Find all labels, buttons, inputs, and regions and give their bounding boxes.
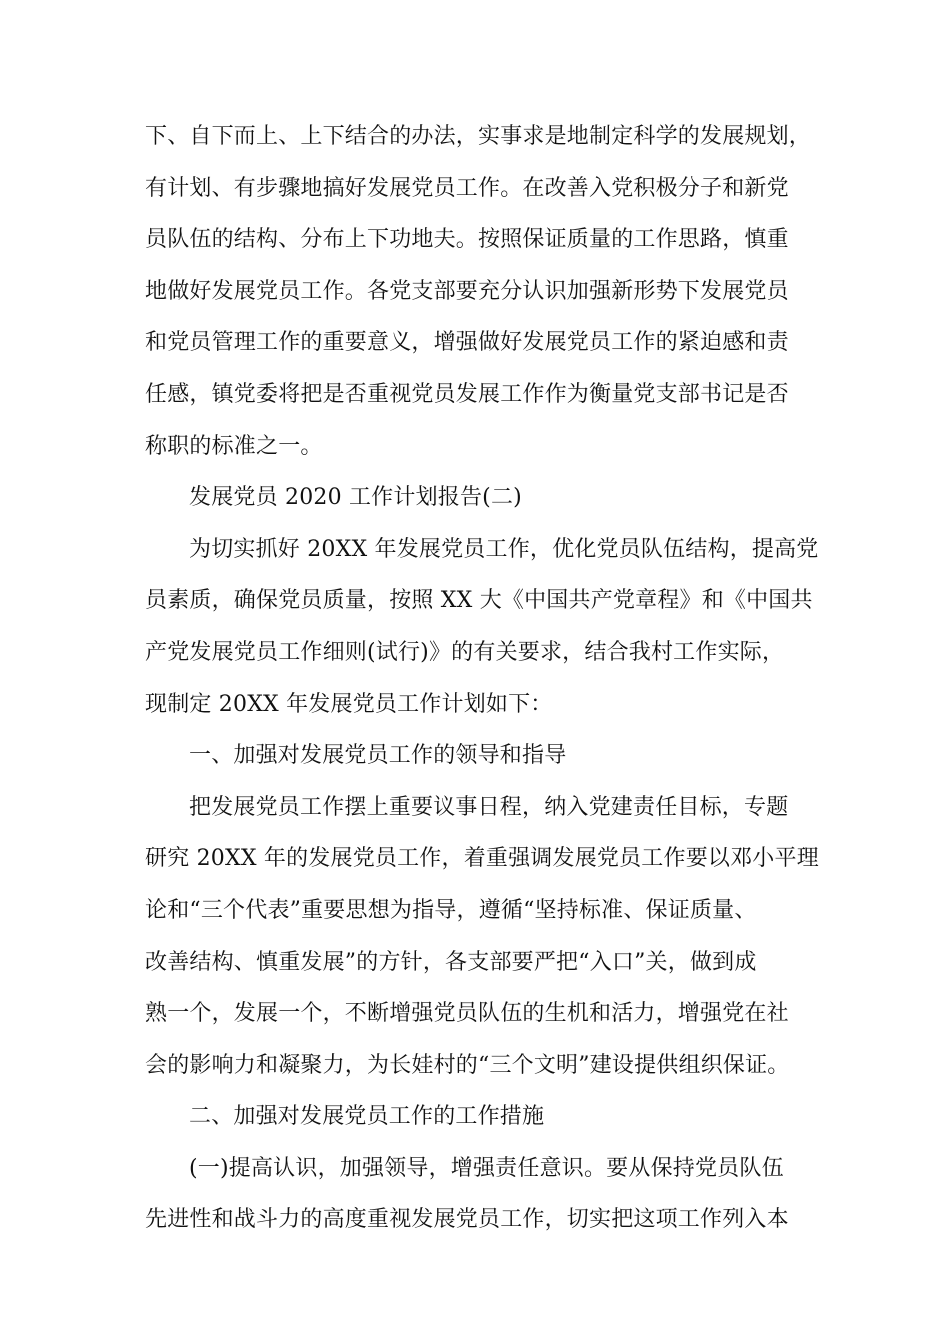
text-line: 任感，镇党委将把是否重视党员发展工作作为衡量党支部书记是否 — [145, 381, 789, 407]
text-line: 下、自下而上、上下结合的办法，实事求是地制定科学的发展规划， — [145, 124, 812, 149]
text-line: 员素质，确保党员质量，按照 XX 大《中国共产党章程》和《中国共 — [145, 588, 813, 614]
text-line: 熟一个，发展一个，不断增强党员队伍的生机和活力，增强党在社 — [145, 1001, 789, 1027]
text-line: 先进性和战斗力的高度重视发展党员工作，切实把这项工作列入本 — [145, 1207, 789, 1233]
text-line: 会的影响力和凝聚力，为长娃村的“三个文明”建设提供组织保证。 — [145, 1052, 790, 1078]
text-line: 产党发展党员工作细则(试行)》的有关要求，结合我村工作实际， — [145, 639, 785, 665]
text-line: 为切实抓好 20XX 年发展党员工作，优化党员队伍结构，提高党 — [189, 536, 819, 562]
text-line: 论和“三个代表”重要思想为指导，遵循“坚持标准、保证质量、 — [145, 897, 757, 923]
text-line: 把发展党员工作摆上重要议事日程，纳入党建责任目标，专题 — [189, 794, 789, 820]
text-line: 和党员管理工作的重要意义，增强做好发展党员工作的紧迫感和责 — [145, 330, 789, 356]
document-body — [145, 116, 820, 1251]
text-line: 称职的标准之一。 — [145, 433, 323, 459]
text-line: 改善结构、慎重发展”的方针，各支部要严把“入口”关，做到成 — [145, 949, 757, 975]
text-line: 发展党员 2020 工作计划报告(二) — [189, 485, 522, 511]
text-line: 有计划、有步骤地搞好发展党员工作。在改善入党积极分子和新党 — [145, 175, 789, 201]
text-line: 研究 20XX 年的发展党员工作，着重强调发展党员工作要以邓小平理 — [145, 846, 819, 872]
text-line: 地做好发展党员工作。各党支部要充分认识加强新形势下发展党员 — [145, 278, 789, 304]
text-line: 现制定 20XX 年发展党员工作计划如下： — [145, 691, 553, 717]
text-line: (一)提高认识，加强领导，增强责任意识。要从保持党员队伍 — [189, 1155, 784, 1181]
text-line: 一、加强对发展党员工作的领导和指导 — [189, 743, 567, 769]
text-line: 员队伍的结构、分布上下功地夫。按照保证质量的工作思路，慎重 — [145, 227, 789, 253]
text-line: 二、加强对发展党员工作的工作措施 — [189, 1104, 545, 1130]
